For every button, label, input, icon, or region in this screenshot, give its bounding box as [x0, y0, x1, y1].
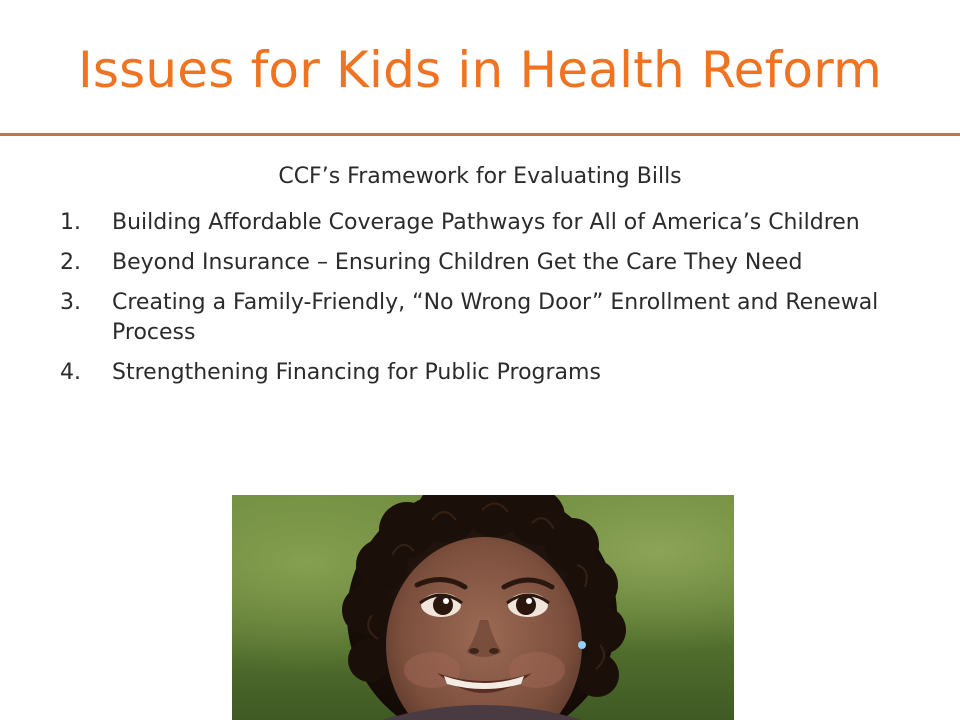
- title-divider: [0, 133, 960, 136]
- slide-title: Issues for Kids in Health Reform: [77, 41, 883, 99]
- list-item: [60, 208, 920, 238]
- list-item-number: 3.: [60, 290, 81, 315]
- child-photo: [232, 495, 734, 720]
- list-item-text: Building Affordable Coverage Pathways for All of America’s Children: [112, 210, 860, 235]
- list-item-text: Beyond Insurance – Ensuring Children Get the Care They Need: [112, 250, 803, 275]
- list-item-number: 1.: [60, 210, 81, 235]
- slide-subtitle: CCF’s Framework for Evaluating Bills: [278, 164, 682, 189]
- list-item: [60, 248, 920, 278]
- list-item: [60, 288, 920, 348]
- list-item-text: Strengthening Financing for Public Programs: [112, 360, 601, 385]
- child-photo-illustration: [232, 495, 734, 720]
- list-item: [60, 358, 920, 388]
- list-item-number: 2.: [60, 250, 81, 275]
- list-item-text: Creating a Family-Friendly, “No Wrong Door” Enrollment and Renewal Process: [112, 290, 879, 345]
- list-item-number: 4.: [60, 360, 81, 385]
- framework-list: [60, 208, 920, 398]
